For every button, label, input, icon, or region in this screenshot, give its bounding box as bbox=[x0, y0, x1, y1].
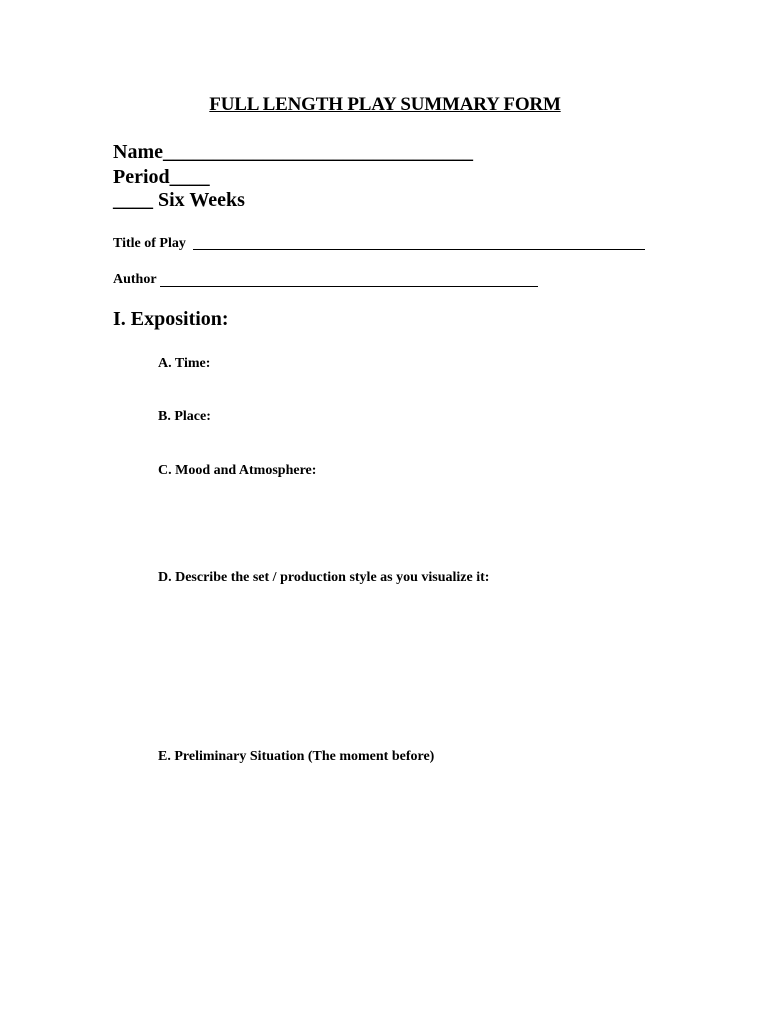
author-label: Author bbox=[113, 272, 157, 287]
six-weeks-field-label: ____ Six Weeks bbox=[113, 189, 245, 211]
item-mood-atmosphere: C. Mood and Atmosphere: bbox=[158, 463, 317, 478]
item-place: B. Place: bbox=[158, 409, 211, 424]
item-set-production-style: D. Describe the set / production style as you visualize it: bbox=[158, 570, 490, 585]
author-line bbox=[160, 286, 538, 287]
period-field-label: Period____ bbox=[113, 166, 210, 188]
exposition-heading: I. Exposition: bbox=[113, 308, 229, 330]
title-of-play-label: Title of Play bbox=[113, 236, 186, 251]
item-time: A. Time: bbox=[158, 356, 211, 371]
name-field-label: Name_______________________________ bbox=[113, 141, 473, 163]
item-preliminary-situation: E. Preliminary Situation (The moment before) bbox=[158, 749, 435, 764]
form-title: FULL LENGTH PLAY SUMMARY FORM bbox=[209, 94, 561, 115]
title-of-play-line bbox=[193, 249, 645, 250]
